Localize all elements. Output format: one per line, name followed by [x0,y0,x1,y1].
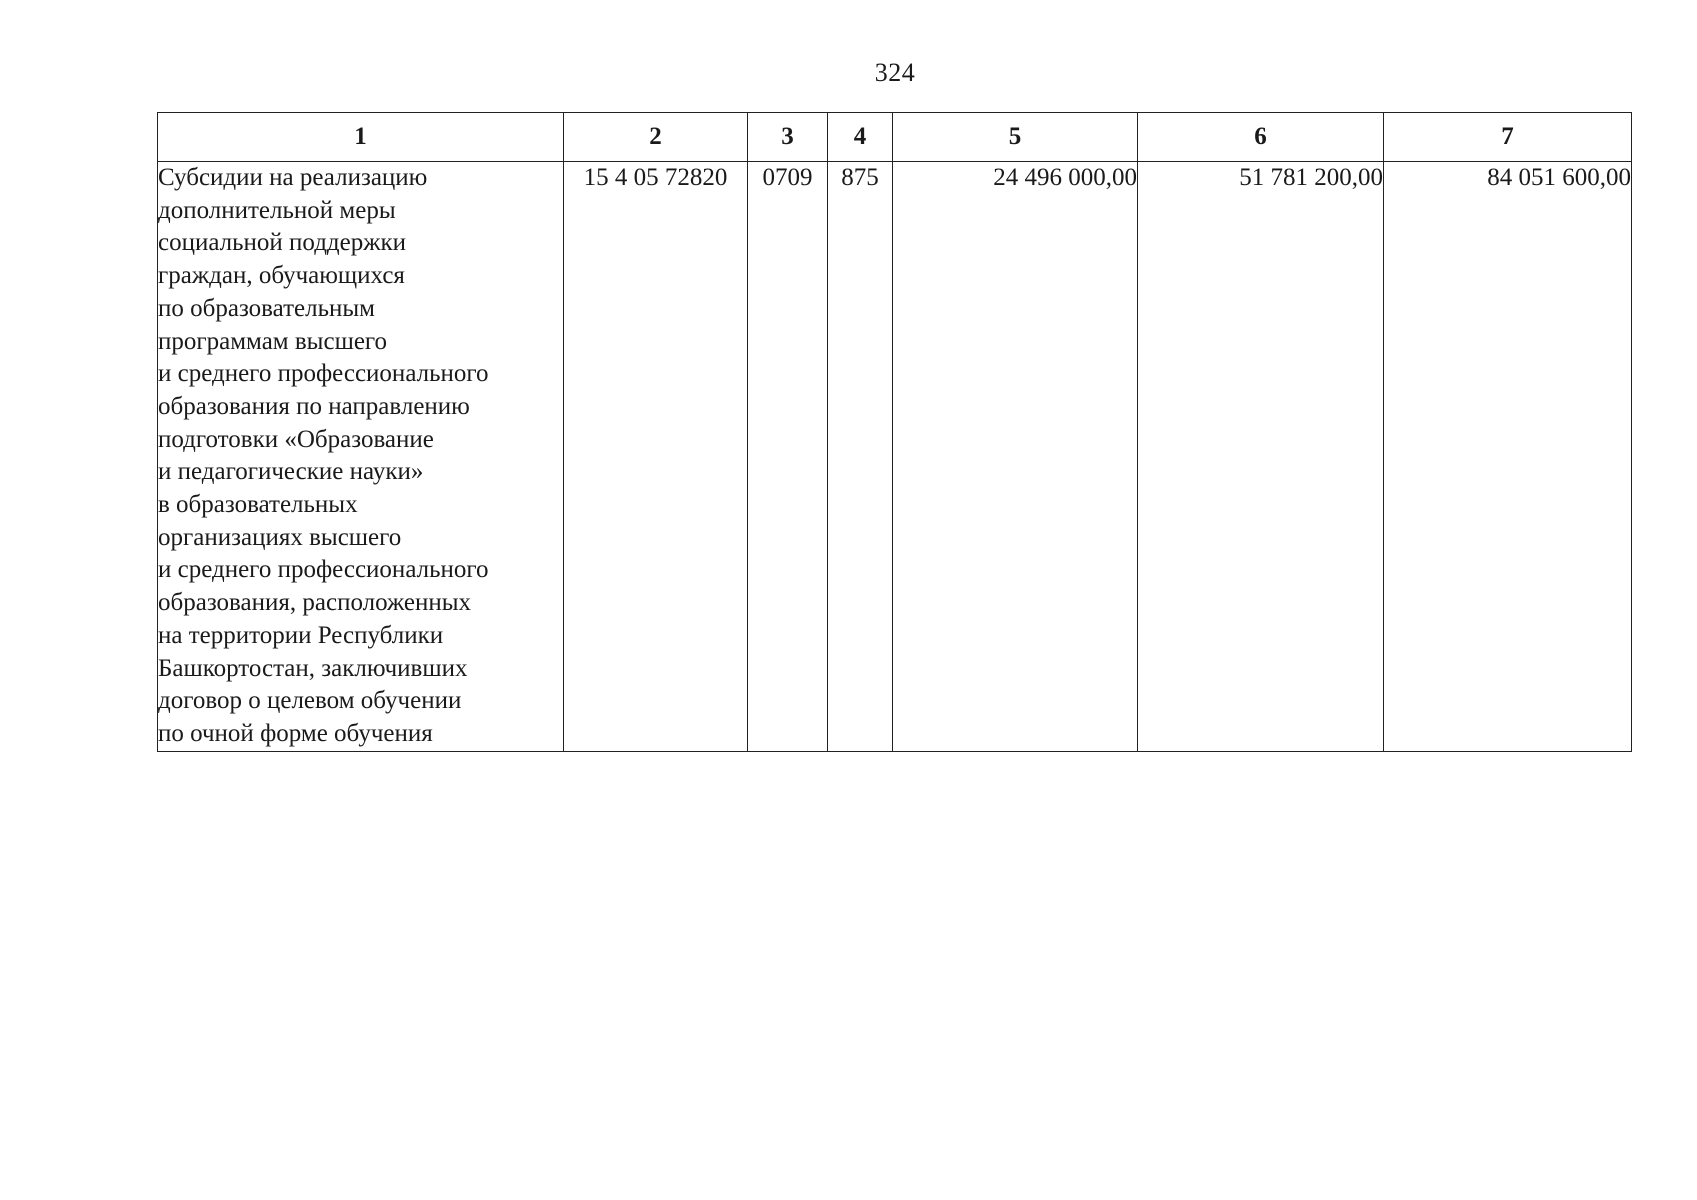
amount-year-2-cell: 51 781 200,00 [1138,162,1384,752]
table-row [158,162,1632,752]
header-col-2: 2 [564,113,748,162]
amount-year-3-cell: 84 051 600,00 [1384,162,1632,752]
expense-name-line: программам высшего [158,327,388,355]
header-col-1: 1 [158,113,564,162]
expense-name-line: Башкортостан, заключивших [158,654,468,682]
amount-year-1-cell: 24 496 000,00 [893,162,1138,752]
budget-table [157,112,1632,752]
expense-name-line: и среднего профессионального [158,556,489,584]
expense-name-cell [158,162,564,752]
expense-type-cell: 875 [828,162,893,752]
expense-name-line: и педагогические науки» [158,458,424,486]
target-article-cell: 15 4 05 72820 [564,162,748,752]
expense-name-line: подготовки «Образование [158,425,434,453]
header-row [158,113,1632,162]
expense-name-line: договор о целевом обучении [158,687,462,715]
expense-name-line: граждан, обучающихся [158,262,405,290]
expense-name-line: на территории Республики [158,621,444,649]
header-col-5: 5 [893,113,1138,162]
page-number: 324 [874,58,916,87]
section-cell: 0709 [748,162,828,752]
header-col-7: 7 [1384,113,1632,162]
expense-name-line: в образовательных [158,491,358,519]
table-body [158,162,1632,752]
expense-name-line: Субсидии на реализацию [158,164,428,191]
expense-name-line: образования по направлению [158,392,470,420]
expense-name-line: организациях высшего [158,523,402,551]
header-col-6: 6 [1138,113,1384,162]
expense-name-line: социальной поддержки [158,229,407,257]
header-col-4: 4 [828,113,893,162]
table-header [158,113,1632,162]
expense-name-line: образования, расположенных [158,589,472,617]
expense-name-line: и среднего профессионального [158,360,489,388]
header-col-3: 3 [748,113,828,162]
expense-name-line: по очной форме обучения [158,719,433,747]
expense-name-line: дополнительной меры [158,196,396,224]
expense-name-line: по образовательным [158,294,375,322]
